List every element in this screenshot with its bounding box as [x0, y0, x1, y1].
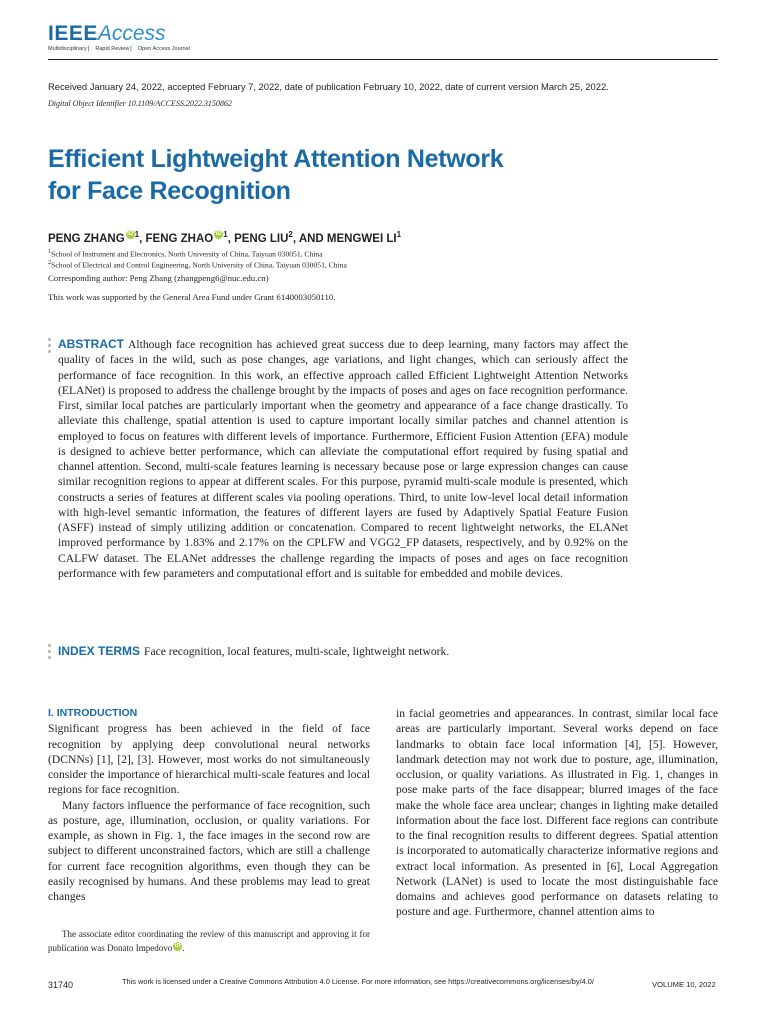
right-column [396, 706, 718, 920]
abstract [58, 337, 628, 581]
editor-note-text: The associate editor coordinating the review of this manuscript and approving it for publication was Donato Impedovo [48, 929, 370, 953]
corresponding-author: Corresponding author: Peng Zhang (zhangpeng6@nuc.edu.cn) [48, 273, 269, 283]
paper-title [48, 143, 648, 207]
abstract-label: ABSTRACT [58, 337, 124, 351]
logo-access-text: Access [97, 22, 166, 45]
orcid-icon[interactable]: iD [215, 231, 222, 237]
editor-footnote: The associate editor coordinating the review of this manuscript and approving it for publication was Donato Impedovo iD . [48, 929, 370, 953]
page-number: 31740 [48, 980, 74, 990]
author-name: , AND MENGWEI LI [292, 232, 397, 245]
index-terms [58, 644, 658, 659]
title-line-2: for Face Recognition [48, 177, 291, 205]
funding-note: This work was supported by the General Area Fund under Grant 6140003050110. [48, 292, 336, 302]
volume-label: VOLUME 10, 2022 [652, 980, 716, 989]
abstract-dots-marker [48, 338, 52, 356]
author-affiliation-marker: 2 [288, 230, 293, 239]
affiliation-number: 1 [48, 248, 52, 255]
index-terms-text: Face recognition, local features, multi-scale, lightweight network. [144, 645, 450, 658]
section-heading: I. INTRODUCTION [48, 707, 138, 719]
doi-line: Digital Object Identifier 10.1109/ACCESS.2022.3150862 [48, 99, 232, 108]
intro-paragraph-1: Significant progress has been achieved in the field of face recognition by applying deep convolutional neural networks (DCNNs) [1], [2], [3]. However, most works do not simultaneously consider the importance of hierarchical multi-scale features and local regions for face recognition. [48, 722, 370, 797]
affiliation-text: School of Electrical and Control Engineering, North University of China, Taiyuan 030051, China [51, 260, 347, 270]
affiliation-1 [48, 248, 323, 259]
affiliation-number: 2 [48, 259, 52, 266]
publication-dates: Received January 24, 2022, accepted February 7, 2022, date of publication February 10, 2022, date of current version March 25, 2022. [48, 81, 609, 92]
author-affiliation-marker: 1 [396, 230, 402, 239]
index-terms-label: INDEX TERMS [58, 644, 141, 658]
author-name: PENG ZHANG [48, 232, 125, 245]
title-line-1: Efficient Lightweight Attention Network [48, 145, 504, 173]
index-terms-dots-marker [48, 644, 52, 662]
abstract-text: Although face recognition has achieved great success due to deep learning, many factors may affect the quality of faces in the wild, such as pose changes, age variations, and light changes, which can seriously affect the performance of face recognition. In this work, an effective approach called Efficient Lightweight Attention Networks (ELANet) is proposed to address the challenge brought by the impacts of poses and ages on face recognition performance. First, similar local patches are particularly important when the geometry and appearance of a face change drastically. To alleviate this challenge, spatial attention is used to capture important locally similar patches and channel attention is employed to focus on features with different levels of importance. Furthermore, Efficient Fusion Attention (EFA) module is designed to achieve better performance, which can alleviate the computational effort required by fusing spatial and channel attention. Second, multi-scale features learning is necessary because pose or large expression changes can cause similar recognition regions to appear at different scales. For this purpose, pyramid multi-scale module is presented, which constructs a series of features at different scales via pooling operations. Third, to unite low-level local detail information with high-level semantic information, the features of different layers are fused by Adaptively Spatial Feature Fusion (ASFF) instead of simply utilizing addition or concatenation. Compared to recent lightweight networks, the ELANet improved performance by 1.83% and 2.17% on the CPLFW and VGG2_FP datasets, respectively, and by 0.92% on the CALFW dataset. The ELANet addresses the challenge regarding the impacts of poses and ages on face recognition performance with few parameters and computational effort and is suitable for embedded and mobile devices. [58, 338, 628, 580]
intro-paragraph-continued: in facial geometries and appearances. In contrast, similar local face areas are particularly important. Several works depend on face landmarks to obtain face local information [4], [5]. However, landmark detection may not work due to posture, age, illumination, occlusion, or quality variations. As illustrated in Fig. 1, changes in pose make parts of the face disappear; blurred images of the face make the whole face area unclear; changes in lighting make detailed information about the face lost. Different face regions can contribute to the final recognition results to different degrees. Spatial attention is incorporated to automatically characterize informative regions and extract local information. As presented in [6], Local Aggregation Network (LANet) is used to locate the most distinguishable face domains and achieves good performance on datasets relating to posture and age. Furthermore, channel attention aims to [396, 707, 718, 919]
header-divider [48, 59, 718, 60]
license-notice[interactable]: This work is licensed under a Creative Commons Attribution 4.0 License. For more information, see https://creativecommons.org/licenses/by/4.0/ [122, 977, 594, 986]
logo-ieee-text: IEEE [48, 22, 98, 45]
author-affiliation-marker: 1 [223, 230, 228, 239]
intro-paragraph-2: Many factors influence the performance of face recognition, such as posture, age, illumination, occlusion, or quality variations. For example, as shown in Fig. 1, the face images in the second row are subject to different unconstrained factors, which are still a challenge for current face recognition algorithms, even though they can be easily recognised by humans. And these problems may lead to great changes [48, 798, 370, 903]
author-list [48, 230, 401, 245]
orcid-icon[interactable]: iD [174, 942, 181, 949]
orcid-icon[interactable]: iD [127, 231, 134, 237]
journal-logo [48, 22, 166, 46]
author-name: , PENG LIU [227, 232, 289, 245]
author-name: , FENG ZHAO [139, 232, 214, 245]
affiliation-text: School of Instrument and Electronics, North University of China, Taiyuan 030051, China [51, 249, 323, 259]
journal-tagline: Multidisciplinary ⎸ Rapid Review ⎸ Open Access Journal [48, 46, 190, 52]
left-column [48, 706, 370, 904]
author-affiliation-marker: 1 [134, 230, 140, 239]
affiliation-2 [48, 259, 347, 270]
